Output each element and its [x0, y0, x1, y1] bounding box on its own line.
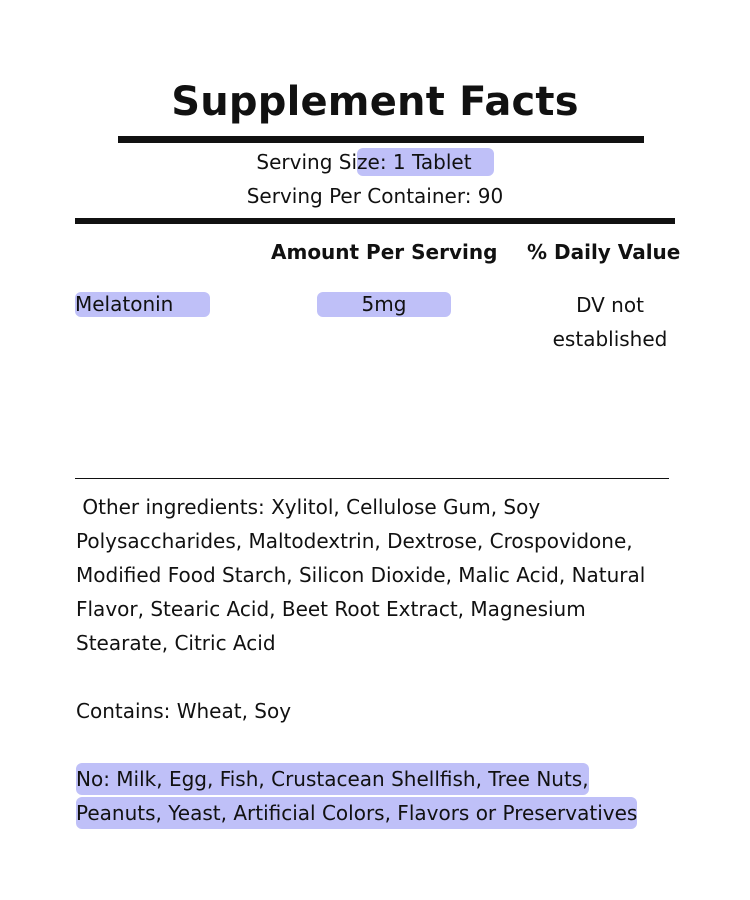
allergen-free-statement [76, 762, 676, 830]
other-ingredients [76, 490, 676, 660]
free-from-line-1 [76, 762, 676, 796]
nutrient-dv-line-1: DV not [576, 293, 644, 317]
label-title: Supplement Facts [171, 79, 579, 125]
nutrient-dv-line-2: established [552, 327, 668, 351]
ingredients-line-3: Modified Food Starch, Silicon Dioxide, Malic Acid, Natural [76, 563, 646, 587]
ingredients-line-5: Stearate, Citric Acid [76, 631, 276, 655]
servings-per-container: Serving Per Container: 90 [246, 184, 504, 208]
free-from-highlight-2: Peanuts, Yeast, Artificial Colors, Flavors or Preservatives [76, 797, 637, 829]
ingredients-line-1: Other ingredients: Xylitol, Cellulose Gum, Soy [76, 495, 541, 519]
serving-size-highlight: ze: 1 Tablet [357, 148, 494, 176]
nutrient-name: Melatonin [75, 292, 210, 317]
column-header-amount: Amount Per Serving [271, 240, 498, 264]
serving-size-prefix: Serving Si [256, 150, 358, 174]
ingredients-line-4: Flavor, Stearic Acid, Beet Root Extract, Magnesium [76, 597, 586, 621]
title-divider-thick [118, 136, 644, 143]
header-divider-thick [75, 218, 675, 224]
ingredients-line-2: Polysaccharides, Maltodextrin, Dextrose, Crospovidone, [76, 529, 633, 553]
allergen-contains: Contains: Wheat, Soy [76, 699, 292, 723]
section-divider-thin [75, 478, 669, 479]
nutrient-amount: 5mg [317, 292, 451, 317]
column-header-daily-value: % Daily Value [527, 240, 681, 264]
serving-size [0, 148, 750, 176]
free-from-highlight-1: No: Milk, Egg, Fish, Crustacean Shellfish, Tree Nuts, [76, 763, 589, 795]
nutrient-daily-value [540, 288, 680, 356]
free-from-line-2 [76, 796, 676, 830]
